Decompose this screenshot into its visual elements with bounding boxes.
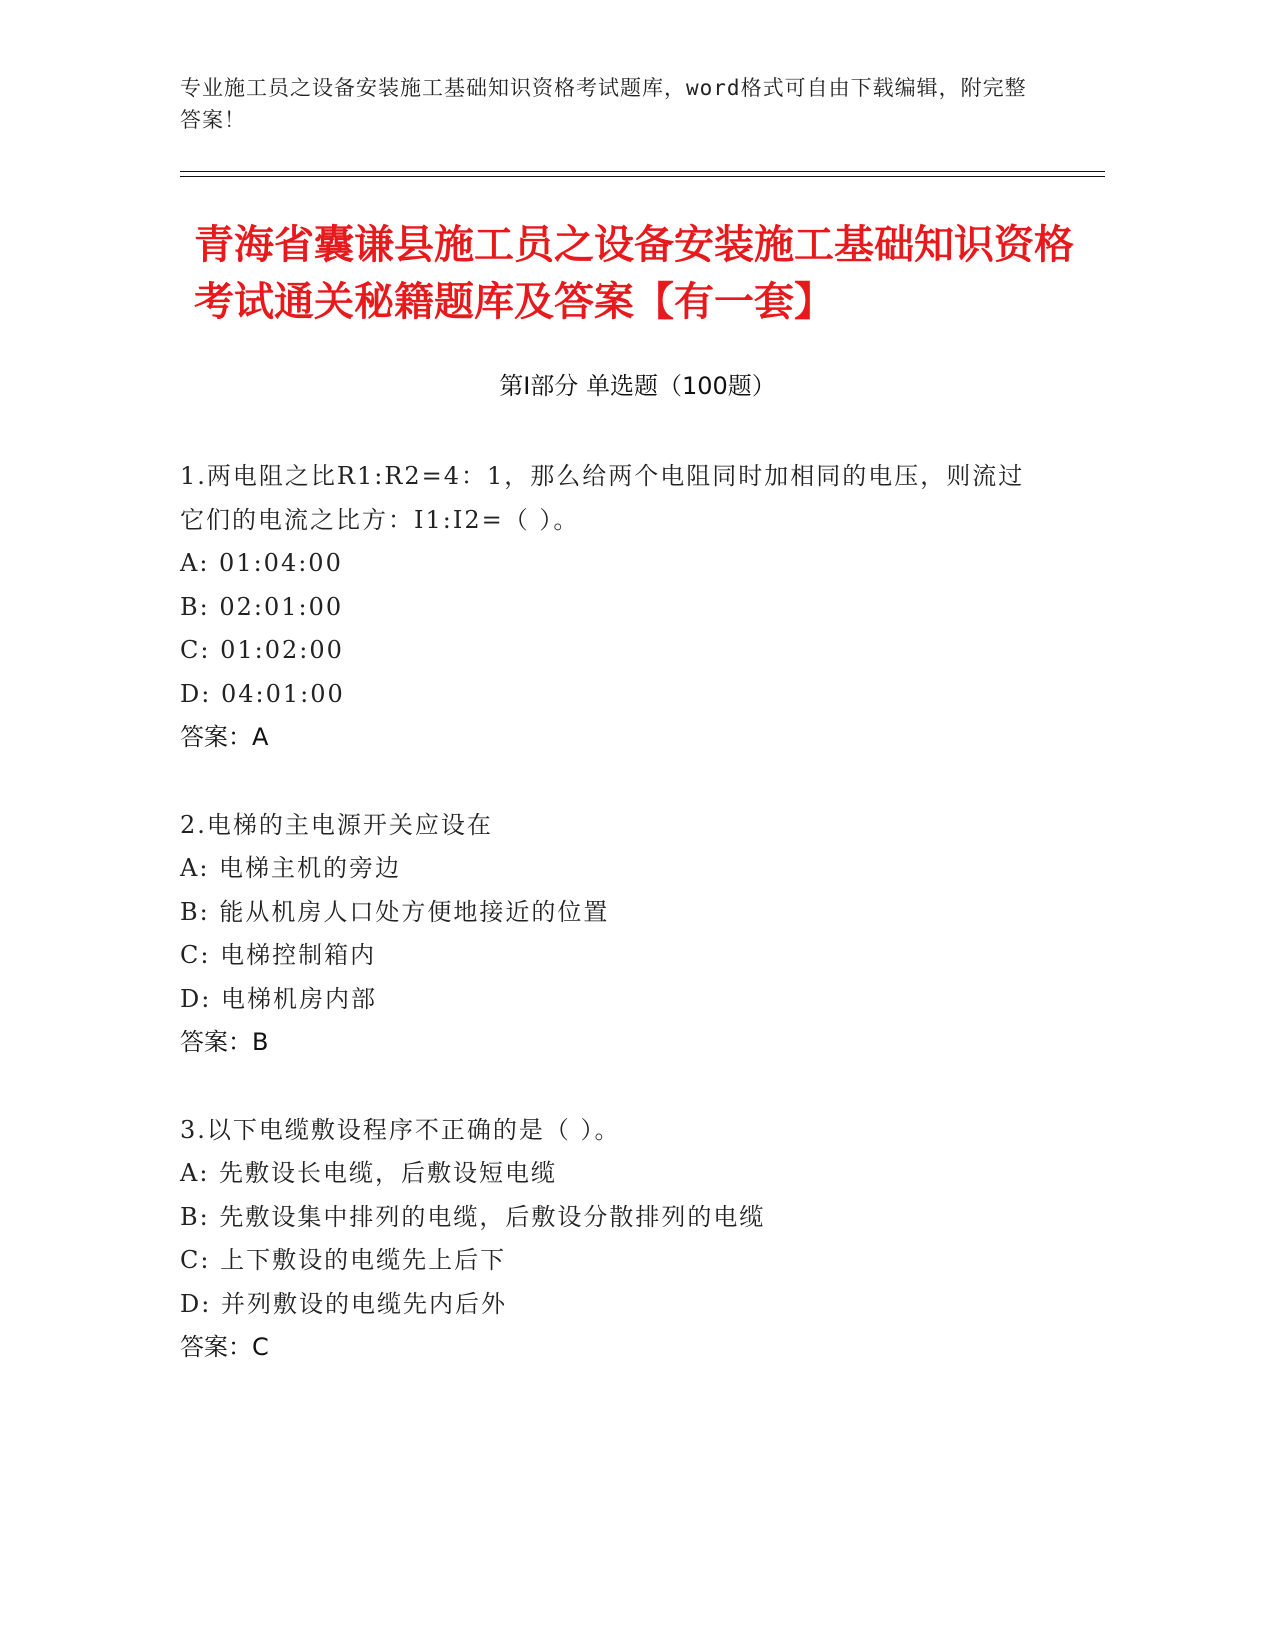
question-text: 1.两电阻之比R1:R2=4：1，那么给两个电阻同时加相同的电压，则流过它们的电流之比方：I1:I2=（ ）。 xyxy=(180,462,1025,534)
option-a: A: 01:04:00 xyxy=(180,549,343,577)
question-list xyxy=(180,455,1040,1414)
option-c: C: 电梯控制箱内 xyxy=(180,941,377,969)
option-c: C: 上下敷设的电缆先上后下 xyxy=(180,1246,507,1274)
option-d: D: 并列敷设的电缆先内后外 xyxy=(180,1289,507,1318)
question-1 xyxy=(180,455,1040,760)
question-2 xyxy=(180,804,1040,1065)
question-text: 2.电梯的主电源开关应设在 xyxy=(180,810,493,839)
option-a: A: 先敷设长电缆，后敷设短电缆 xyxy=(180,1159,558,1187)
option-b: B: 先敷设集中排列的电缆，后敷设分散排列的电缆 xyxy=(180,1202,766,1231)
option-b: B: 02:01:00 xyxy=(180,592,344,621)
header-divider-top xyxy=(180,171,1105,172)
option-d: D: 04:01:00 xyxy=(180,679,345,708)
option-c: C: 01:02:00 xyxy=(180,636,344,664)
answer: 答案：B xyxy=(180,1028,269,1056)
question-3 xyxy=(180,1109,1040,1370)
option-a: A: 电梯主机的旁边 xyxy=(180,854,402,882)
option-b: B: 能从机房人口处方便地接近的位置 xyxy=(180,897,610,926)
header-divider-bottom xyxy=(180,176,1105,177)
question-text: 3.以下电缆敷设程序不正确的是（ ）。 xyxy=(180,1115,621,1144)
answer: 答案：A xyxy=(180,723,269,751)
option-d: D: 电梯机房内部 xyxy=(180,984,377,1013)
header-note: 专业施工员之设备安装施工基础知识资格考试题库，word格式可自由下载编辑，附完整答案！ xyxy=(180,76,1027,132)
document-title: 青海省囊谦县施工员之设备安装施工基础知识资格考试通关秘籍题库及答案【有一套】 xyxy=(194,222,1074,325)
answer: 答案：C xyxy=(180,1333,269,1361)
section-heading: 第Ⅰ部分 单选题（100题） xyxy=(499,372,776,400)
